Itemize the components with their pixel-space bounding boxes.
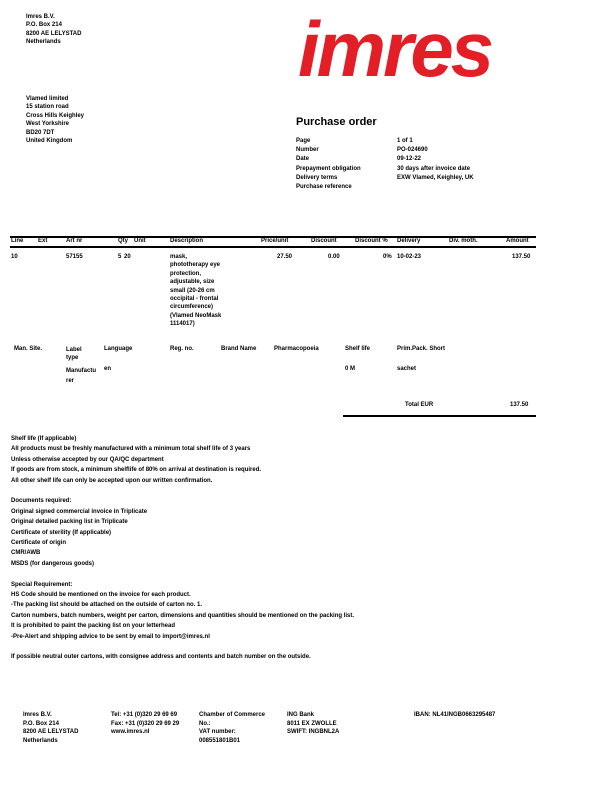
note-line: HS Code should be mentioned on the invoice for each product.	[11, 592, 191, 599]
meta-value: EXW Vlamed, Keighley, UK	[397, 174, 474, 181]
total-value: 137.50	[510, 402, 529, 408]
col-header: Unit	[134, 238, 146, 244]
note-line: Documents required:	[11, 498, 72, 505]
note-line: Certificate of sterility (If applicable)	[11, 529, 112, 536]
footer-line: 8011 EX ZWOLLE	[287, 720, 337, 727]
total-rule	[343, 415, 536, 417]
note-line: MSDS (for dangerous goods)	[11, 560, 94, 567]
description-line: occipital - frontal	[170, 296, 219, 303]
description-line: phototherapy eye	[170, 262, 221, 269]
description-line: (Vlamed NeoMask	[170, 312, 222, 319]
sender-line: 8200 AE LELYSTAD	[26, 30, 82, 37]
cell-line: 10	[11, 254, 18, 260]
col-header: Div. moth.	[449, 238, 478, 244]
meta-label: Purchase reference	[296, 184, 352, 191]
col-header: Line	[11, 238, 24, 244]
sender-line: Imres B.V.	[26, 14, 55, 20]
note-line: If possible neutral outer cartons, with consignee address and contents and batch number on the outside.	[11, 654, 311, 661]
recipient-line: United Kingdom	[26, 138, 73, 145]
imres-logo: imres	[298, 5, 492, 93]
sub-col-header: Language	[104, 346, 133, 352]
note-line: Certificate of origin	[11, 540, 67, 547]
terms-notes	[11, 434, 354, 663]
document-title: Purchase order	[296, 116, 377, 128]
footer-line: VAT number:	[199, 729, 236, 736]
recipient-line: West Yorkshire	[26, 121, 70, 128]
meta-value: 30 days after invoice date	[397, 165, 471, 172]
footer-line: No.:	[199, 720, 211, 727]
col-header: Delivery	[397, 238, 421, 244]
cell-delivery: 10-02-23	[397, 254, 422, 260]
cell-prim-pack: sachet	[397, 366, 417, 372]
recipient-line: 15 station road	[26, 104, 69, 111]
meta-label: Page	[296, 138, 311, 144]
note-line: CMR/AWB	[11, 550, 41, 557]
meta-value: 1 of 1	[397, 138, 413, 144]
footer-line: IBAN: NL41INGB0663295487	[414, 712, 496, 718]
footer-line: Chamber of Commerce	[199, 712, 266, 718]
recipient-line: Cross Hills Keighley	[26, 112, 85, 119]
col-header: Amount	[506, 238, 529, 244]
footer-address	[23, 711, 78, 745]
col-header: Ext	[38, 238, 48, 244]
note-line: Original detailed packing list in Triplicate	[11, 519, 128, 526]
sub-col-header: Brand Name	[221, 346, 257, 352]
footer-iban	[414, 711, 495, 720]
sender-line: P.O. Box 214	[26, 22, 62, 29]
total-label: Total EUR	[405, 402, 434, 408]
footer-line: Tel: +31 (0)320 29 69 69	[111, 712, 178, 718]
col-header: Discount	[311, 238, 337, 244]
meta-label: Date	[296, 156, 310, 163]
description-line: adjustable, size	[170, 279, 215, 286]
cell-shelf-life: 0 M	[345, 366, 356, 372]
footer-bank	[287, 711, 339, 737]
col-header: Discount %	[355, 238, 388, 244]
cell-price: 27.50	[277, 254, 293, 260]
footer-line: Netherlands	[23, 737, 58, 744]
description-line: circumference)	[170, 304, 214, 311]
cell-description	[170, 253, 221, 329]
note-line: Original signed commercial invoice in Triplicate	[11, 508, 148, 515]
sub-col-header: Shelf life	[345, 346, 371, 352]
table-header-rule	[10, 246, 536, 248]
note-line: -The packing list should be attached on the outside of carton no. 1.	[11, 602, 203, 609]
note-line: Shelf life (If applicable)	[11, 436, 77, 442]
cell-unit: 20	[124, 254, 131, 260]
footer-line: 8200 AE LELYSTAD	[23, 729, 79, 736]
cell-language: en	[104, 366, 112, 372]
cell-discount-pct: 0%	[383, 254, 392, 260]
cell-label-type: Manufacturer	[66, 368, 96, 384]
meta-label: Delivery terms	[296, 174, 338, 181]
footer-line: Imres B.V.	[23, 712, 52, 718]
note-line: All products must be freshly manufactured with a minimum total shelf life of 3 years	[11, 446, 251, 453]
recipient-line: BD20 7DT	[26, 129, 55, 136]
meta-value: PO-024690	[397, 147, 428, 154]
footer-registration	[199, 711, 265, 745]
sub-col-header: Prim.Pack. Short	[397, 346, 446, 352]
recipient-address	[26, 95, 84, 145]
footer-line: P.O. Box 214	[23, 720, 59, 727]
footer-contact	[111, 711, 179, 737]
sender-line: Netherlands	[26, 39, 61, 46]
note-line: Special Requirement:	[11, 581, 73, 588]
sub-col-header: Pharmacopoeia	[274, 346, 319, 352]
sender-address	[26, 13, 81, 47]
note-line: It is prohibited to paint the packing list on your letterhead	[11, 623, 176, 630]
sub-col-header: Label type	[66, 347, 82, 362]
footer-line: ING Bank	[287, 712, 315, 718]
note-line: -Pre-Alert and shipping advice to be sent by email to import@imres.nl	[11, 633, 210, 640]
footer-line: 008551801B01	[199, 737, 241, 744]
footer-line: www.imres.nl	[111, 729, 150, 736]
description-line: 1114017)	[170, 321, 195, 328]
note-line: Unless otherwise accepted by our QA/QC department	[11, 456, 164, 463]
footer-line: SWIFT: INGBNL2A	[287, 729, 340, 736]
cell-discount: 0.00	[328, 254, 340, 260]
footer-line: Fax: +31 (0)320 29 69 29	[111, 720, 180, 727]
description-line: protection,	[170, 270, 201, 277]
cell-amount: 137.50	[512, 254, 531, 260]
col-header: Qty	[118, 238, 129, 244]
sub-col-header: Reg. no.	[170, 346, 194, 352]
meta-value: 09-12-22	[397, 156, 422, 163]
meta-label: Prepayment obligation	[296, 165, 361, 172]
cell-qty: 5	[118, 254, 122, 260]
col-header: Description	[170, 238, 204, 244]
description-line: small (20-26 cm	[170, 287, 215, 294]
meta-label: Number	[296, 147, 319, 154]
description-line: mask,	[170, 254, 188, 260]
cell-art-nr: 57155	[66, 254, 83, 260]
col-header: Art nr	[66, 238, 83, 244]
note-line: All other shelf life can only be accepted upon our written confirmation.	[11, 477, 213, 484]
recipient-line: Vlamed limited	[26, 96, 69, 102]
col-header: Price/unit	[261, 238, 289, 244]
document-meta	[296, 137, 474, 192]
sub-col-header: Man. Site.	[14, 346, 43, 352]
note-line: If goods are from stock, a minimum shelflife of 80% on arrival at destination is required.	[11, 467, 262, 474]
note-line: Carton numbers, batch numbers, weight per carton, dimensions and quantities should be mentioned on the packing list.	[11, 612, 355, 619]
